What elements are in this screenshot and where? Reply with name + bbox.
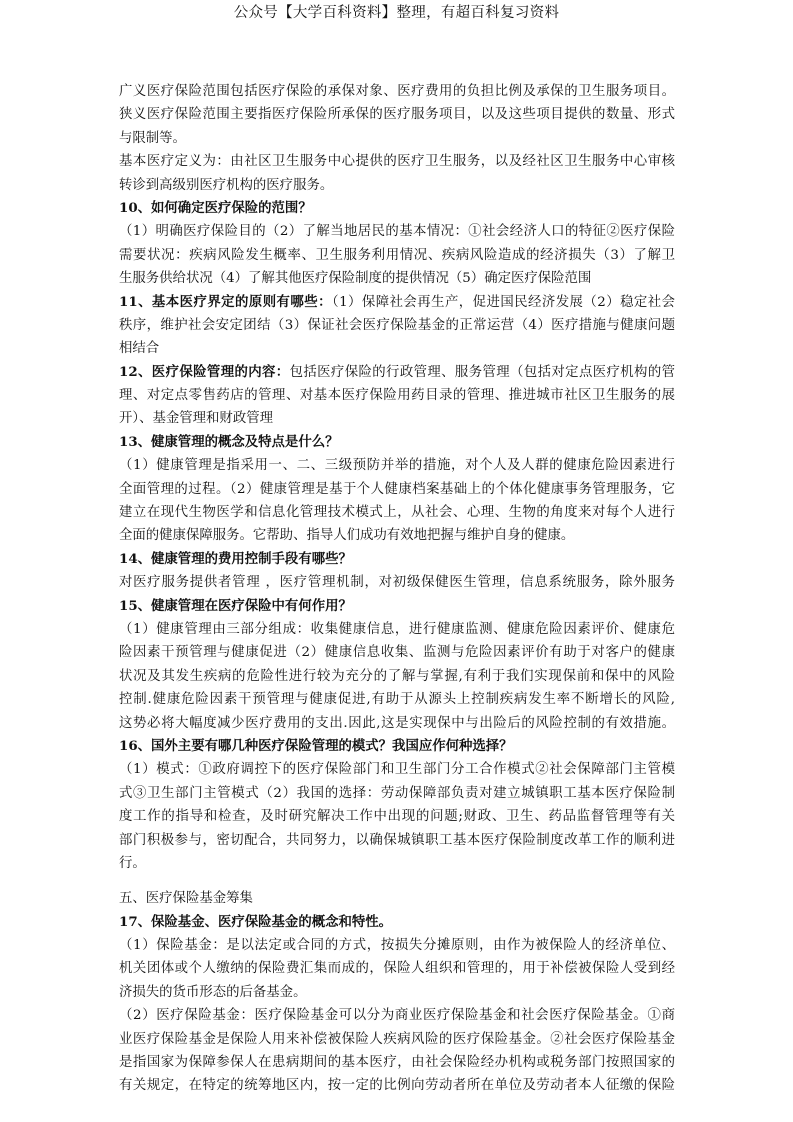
line-text: 全面管理的过程。（2）健康管理是基于个人健康档案基础上的个体化健康事务管理服务，它 bbox=[119, 481, 675, 497]
line-text: 需要状况：疾病风险发生概率、卫生服务利用情况、疾病风险造成的经济损失（3）了解卫 bbox=[119, 247, 675, 263]
text-line bbox=[119, 337, 675, 360]
line-text: 对医疗服务提供者管理 ，医疗管理机制，对初级保健医生管理，信息系统服务，除外服务 bbox=[119, 575, 675, 591]
text-line bbox=[119, 150, 675, 173]
text-line bbox=[119, 981, 675, 1004]
line-text: 式③卫生部门主管模式（2）我国的选择：劳动保障部负责对建立城镇职工基本医疗保险制 bbox=[119, 785, 675, 801]
line-text: （1）保障社会再生产，促进国民经济发展（2）稳定社会 bbox=[331, 294, 675, 310]
bold-heading: 10、如何确定医疗保险的范围？ bbox=[119, 199, 312, 216]
text-line bbox=[119, 1051, 675, 1074]
line-text: 秩序，维护社会安定团结（3）保证社会医疗保险基金的正常运营（4）医疗措施与健康问题 bbox=[119, 317, 675, 333]
text-line bbox=[119, 805, 675, 828]
line-text: 包括医疗保险的行政管理、服务管理（包括对定点医疗机构的管 bbox=[289, 364, 675, 380]
page-header: 公众号【大学百科资料】整理，有超百科复习资料 bbox=[233, 5, 560, 21]
text-line bbox=[119, 957, 675, 980]
text-line bbox=[119, 688, 675, 711]
line-text: 转诊到高级别医疗机构的医疗服务。 bbox=[119, 177, 334, 193]
text-line bbox=[119, 1074, 675, 1097]
bold-heading: 16、国外主要有哪几种医疗保险管理的模式？我国应作何种选择？ bbox=[119, 737, 513, 754]
section-gap bbox=[119, 875, 675, 887]
line-text: 建立在现代生物医学和信息化管理技术模式上，从社会、心理、生物的角度来对每个人进行 bbox=[119, 505, 675, 521]
line-text: 控制.健康危险因素干预管理与健康促进,有助于从源头上控制疾病发生率不断增长的风险, bbox=[119, 692, 675, 708]
line-text: 机关团体或个人缴纳的保险费汇集而成的，保险人组织和管理的，用于补偿被保险人受到经 bbox=[119, 961, 675, 977]
text-line bbox=[119, 571, 675, 594]
text-line bbox=[119, 244, 675, 267]
document-body bbox=[119, 80, 675, 1098]
line-text: 业医疗保险基金是保险人用来补偿被保险人疾病风险的医疗保险基金。②社会医疗保险基金 bbox=[119, 1031, 675, 1047]
line-text: 全面的健康保障服务。它帮助、指导人们成功有效地把握与维护自身的健康。 bbox=[119, 528, 575, 544]
line-text: （1）明确医疗保险目的（2）了解当地居民的基本情况：①社会经济人口的特征②医疗保险 bbox=[119, 224, 675, 240]
line-text: （2）医疗保险基金：医疗保险基金可以分为商业医疗保险基金和社会医疗保险基金。①商 bbox=[119, 1008, 675, 1024]
question-heading bbox=[119, 431, 675, 454]
text-line bbox=[119, 524, 675, 547]
line-text: 状况及其发生疾病的危险性进行较为充分的了解与掌握,有利于我们实现保前和保中的风险 bbox=[119, 668, 675, 684]
line-text: 狭义医疗保险范围主要指医疗保险所承保的医疗服务项目，以及这些项目提供的数量、形式 bbox=[119, 107, 675, 123]
bold-heading: 13、健康管理的概念及特点是什么？ bbox=[119, 433, 339, 450]
text-line bbox=[119, 407, 675, 430]
line-text: 与限制等。 bbox=[119, 130, 186, 146]
line-text: 相结合 bbox=[119, 341, 160, 357]
line-text: （1）保险基金：是以法定或合同的方式，按损失分摊原则，由作为被保险人的经济单位、 bbox=[119, 938, 675, 954]
text-line bbox=[119, 665, 675, 688]
line-text: 广义医疗保险范围包括医疗保险的承保对象、医疗费用的负担比例及承保的卫生服务项目。 bbox=[119, 84, 675, 99]
question-heading bbox=[119, 735, 675, 758]
text-line bbox=[119, 80, 675, 103]
line-text: 部门积极参与，密切配合，共同努力，以确保城镇职工基本医疗保险制度改革工作的顺利进 bbox=[119, 832, 675, 848]
text-line bbox=[119, 641, 675, 664]
bold-heading: 14、健康管理的费用控制手段有哪些？ bbox=[119, 550, 352, 567]
bold-heading: 11、基本医疗界定的原则有哪些： bbox=[119, 293, 332, 310]
question-heading bbox=[119, 911, 675, 934]
line-text: 险因素干预管理与健康促进（2）健康信息收集、监测与危险因素评价有助于对客户的健康 bbox=[119, 645, 675, 661]
line-text: 生服务供给状况（4）了解其他医疗保险制度的提供情况（5）确定医疗保险范围 bbox=[119, 271, 592, 287]
line-text: 这势必将大幅度减少医疗费用的支出.因此,这是实现保中与出险后的风险控制的有效措施。 bbox=[119, 715, 675, 731]
question-heading bbox=[119, 595, 675, 618]
text-line bbox=[119, 291, 675, 314]
line-text: 五、医疗保险基金筹集 bbox=[119, 891, 253, 907]
bold-heading: 17、保险基金、医疗保险基金的概念和特性。 bbox=[119, 913, 393, 930]
text-line bbox=[119, 478, 675, 501]
line-text: 基本医疗定义为：由社区卫生服务中心提供的医疗卫生服务，以及经社区卫生服务中心审核 bbox=[119, 154, 675, 170]
text-line bbox=[119, 384, 675, 407]
line-text: 行。 bbox=[119, 855, 146, 871]
line-text: 开）、基金管理和财政管理 bbox=[119, 411, 273, 427]
line-text: （1）健康管理由三部分组成：收集健康信息，进行健康监测、健康危险因素评价、健康危 bbox=[119, 621, 675, 637]
question-heading bbox=[119, 197, 675, 220]
text-line bbox=[119, 103, 675, 126]
text-line bbox=[119, 829, 675, 852]
text-line bbox=[119, 220, 675, 243]
question-heading bbox=[119, 548, 675, 571]
text-line bbox=[119, 712, 675, 735]
text-line bbox=[119, 501, 675, 524]
text-line bbox=[119, 887, 675, 910]
text-line bbox=[119, 618, 675, 641]
text-line bbox=[119, 267, 675, 290]
line-text: （1）模式：①政府调控下的医疗保险部门和卫生部门分工合作模式②社会保障部门主管模 bbox=[119, 762, 675, 778]
text-line bbox=[119, 852, 675, 875]
text-line bbox=[119, 314, 675, 337]
text-line bbox=[119, 127, 675, 150]
line-text: 理、对定点零售药店的管理、对基本医疗保险用药目录的管理、推进城市社区卫生服务的展 bbox=[119, 388, 675, 404]
text-line bbox=[119, 454, 675, 477]
text-line bbox=[119, 174, 675, 197]
text-line bbox=[119, 934, 675, 957]
text-line bbox=[119, 1004, 675, 1027]
line-text: 是指国家为保障参保人在患病期间的基本医疗，由社会保险经办机构或税务部门按照国家的 bbox=[119, 1055, 675, 1071]
line-text: 有关规定，在特定的统筹地区内，按一定的比例向劳动者所在单位及劳动者本人征缴的保险 bbox=[119, 1078, 675, 1094]
text-line bbox=[119, 758, 675, 781]
bold-heading: 12、医疗保险管理的内容： bbox=[119, 363, 290, 380]
text-line bbox=[119, 782, 675, 805]
line-text: （1）健康管理是指采用一、二、三级预防并举的措施，对个人及人群的健康危险因素进行 bbox=[119, 458, 675, 474]
text-line bbox=[119, 361, 675, 384]
text-line bbox=[119, 1028, 675, 1051]
line-text: 度工作的指导和检查，及时研究解决工作中出现的问题;财政、卫生、药品监督管理等有关 bbox=[119, 809, 675, 825]
line-text: 济损失的货币形态的后备基金。 bbox=[119, 984, 307, 1000]
bold-heading: 15、健康管理在医疗保险中有何作用？ bbox=[119, 597, 352, 614]
